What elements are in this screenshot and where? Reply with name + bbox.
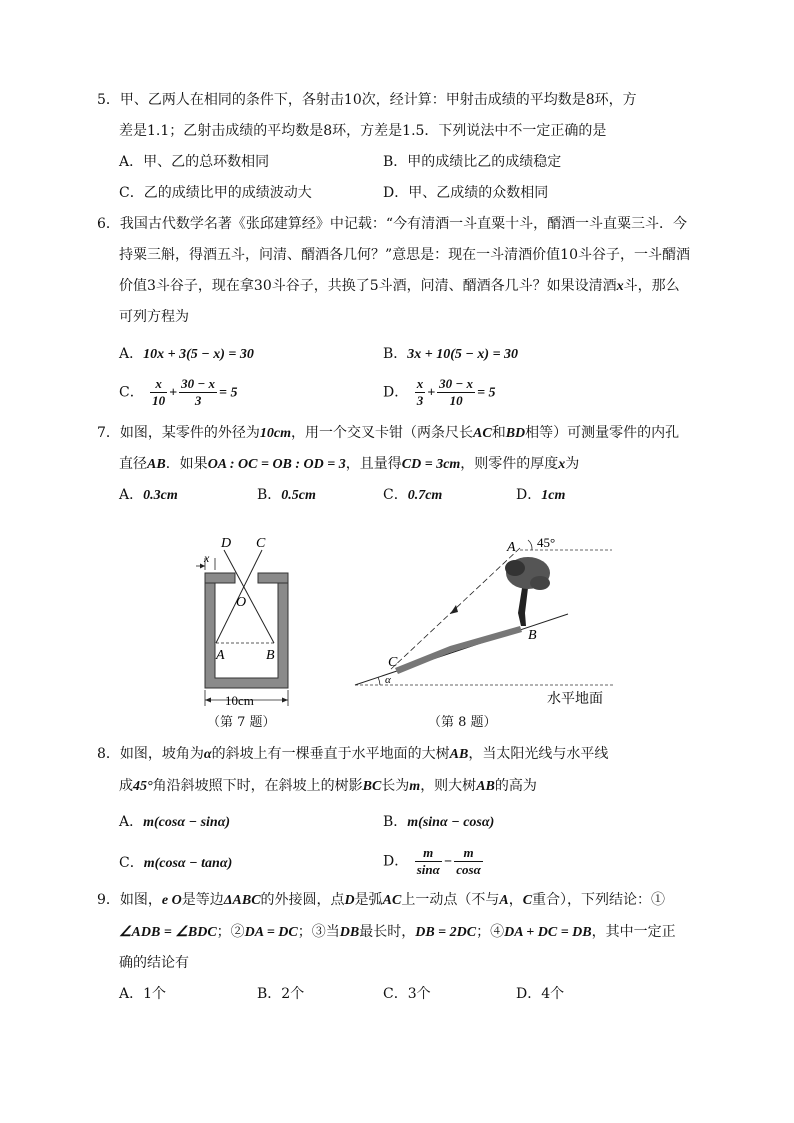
q5-option-b: B．甲的成绩比乙的成绩稳定 <box>383 154 562 170</box>
right-lip <box>258 573 288 583</box>
label-o: O <box>236 595 247 610</box>
tree-canopy-right <box>530 576 550 590</box>
label-width: 10cm <box>225 693 254 708</box>
tree-shadow <box>395 626 522 674</box>
q9-option-c: C．3个 <box>383 986 431 1002</box>
q5-option-a: A．甲、乙的总环数相同 <box>119 154 270 170</box>
label-ground: 水平地面 <box>547 692 603 707</box>
label-a: A <box>216 648 225 663</box>
angle-45-arc <box>528 540 532 550</box>
q7-option-a: A．0.3cm <box>119 487 178 503</box>
q6-stem-line1: 6．我国古代数学名著《张邱建算经》中记载：“今有清酒一斗直粟十斗，醑酒一斗直粟三斗．今 <box>97 216 688 232</box>
q7-stem-line1: 7．如图，某零件的外径为10cm，用一个交叉卡钳（两条尺长AC和BD相等）可测量零件的内孔 <box>97 425 680 441</box>
q5-stem-line1: 5．甲、乙两人在相同的条件下，各射击10次，经计算：甲射击成绩的平均数是8环，方 <box>97 92 637 108</box>
tree-canopy-left <box>505 560 525 576</box>
q9-option-d: D．4个 <box>516 986 565 1002</box>
label-angle: 45° <box>537 535 556 550</box>
q5-stem-line2: 差是1.1；乙射击成绩的平均数是8环，方差是1.5．下列说法中不一定正确的是 <box>119 123 607 139</box>
width-arrow-left <box>205 698 211 703</box>
q8-option-d: D． $\frac{m}{\sin\alpha}$ − $\frac{m}{\cos\alpha}$ <box>383 845 481 877</box>
left-lip <box>205 573 235 583</box>
width-arrow-right <box>282 698 288 703</box>
q8-option-c: C．m(cosα − tanα) <box>119 855 233 871</box>
q8-option-a: A．m(cosα − sinα) <box>119 814 231 830</box>
q8-stem-line1: 8．如图，坡角为α的斜坡上有一棵垂直于水平地面的大树AB，当太阳光线与水平线 <box>97 746 609 762</box>
q9-stem-line2: ∠ADB = ∠BDC；②DA = DC；③当DB最长时，DB = 2DC；④DA + DC = DB，其中一定正 <box>119 924 676 940</box>
label-alpha: α <box>385 674 391 686</box>
q9-stem-line3: 确的结论有 <box>119 955 189 971</box>
figure-7-caption: （第 7 题） <box>207 715 276 730</box>
q8-option-b: B．m(sinα − cosα) <box>383 814 495 830</box>
q9-option-a: A．1个 <box>119 986 167 1002</box>
caliper-arm-db <box>224 550 274 643</box>
q9-stem-line1: 9．如图，e O是等边ΔABC的外接圆，点D是弧AC上一动点（不与A，C重合），下列结论：① <box>97 892 666 908</box>
q7-option-c: C．0.7cm <box>383 487 443 503</box>
q5-option-d: D．甲、乙成绩的众数相同 <box>383 185 549 201</box>
alpha-arc <box>378 677 380 685</box>
label-x: x <box>204 551 210 565</box>
q6-option-c: C． $\frac{x}{10}$ + $\frac{30 - x}{3}$ = 5 <box>119 376 238 408</box>
label-b: B <box>528 628 537 643</box>
q7-option-b: B．0.5cm <box>257 487 316 503</box>
q6-stem-line3: 价值3斗谷子，现在拿30斗谷子，共换了5斗酒，问清、醑酒各几斗？如果设清酒x斗，那么 <box>119 278 680 294</box>
label-c: C <box>256 536 266 551</box>
sun-ray-arrow <box>450 605 458 614</box>
figure-8-slope-tree-diagram <box>350 528 620 708</box>
label-a: A <box>507 540 516 555</box>
label-d: D <box>221 536 232 551</box>
q8-stem-line2: 成45°角沿斜坡照下时，在斜坡上的树影BC长为m，则大树AB的高为 <box>119 778 537 794</box>
q6-option-b: B．3x + 10(5 − x) = 30 <box>383 346 519 362</box>
part-wall <box>205 573 288 688</box>
q7-option-d: D．1cm <box>516 487 566 503</box>
q6-stem-line4: 可列方程为 <box>119 309 189 325</box>
figure-7-caliper-diagram <box>180 528 310 708</box>
label-c: C <box>388 655 398 670</box>
q7-stem-line2: 直径AB．如果OA : OC = OB : OD = 3，且量得CD = 3cm，则零件的厚度x为 <box>119 456 580 472</box>
q6-option-a: A．10x + 3(5 − x) = 30 <box>119 346 254 362</box>
q9-option-b: B．2个 <box>257 986 305 1002</box>
q6-stem-line2: 持粟三斛，得酒五斗，问清、醑酒各几何？”意思是：现在一斗清酒价值10斗谷子，一斗醑酒 <box>119 247 690 263</box>
figure-8-caption: （第 8 题） <box>428 715 497 730</box>
label-b: B <box>266 648 275 663</box>
q6-option-d: D． $\frac{x}{3}$ + $\frac{30 - x}{10}$ = 5 <box>383 376 496 408</box>
q5-option-c: C．乙的成绩比甲的成绩波动大 <box>119 185 312 201</box>
